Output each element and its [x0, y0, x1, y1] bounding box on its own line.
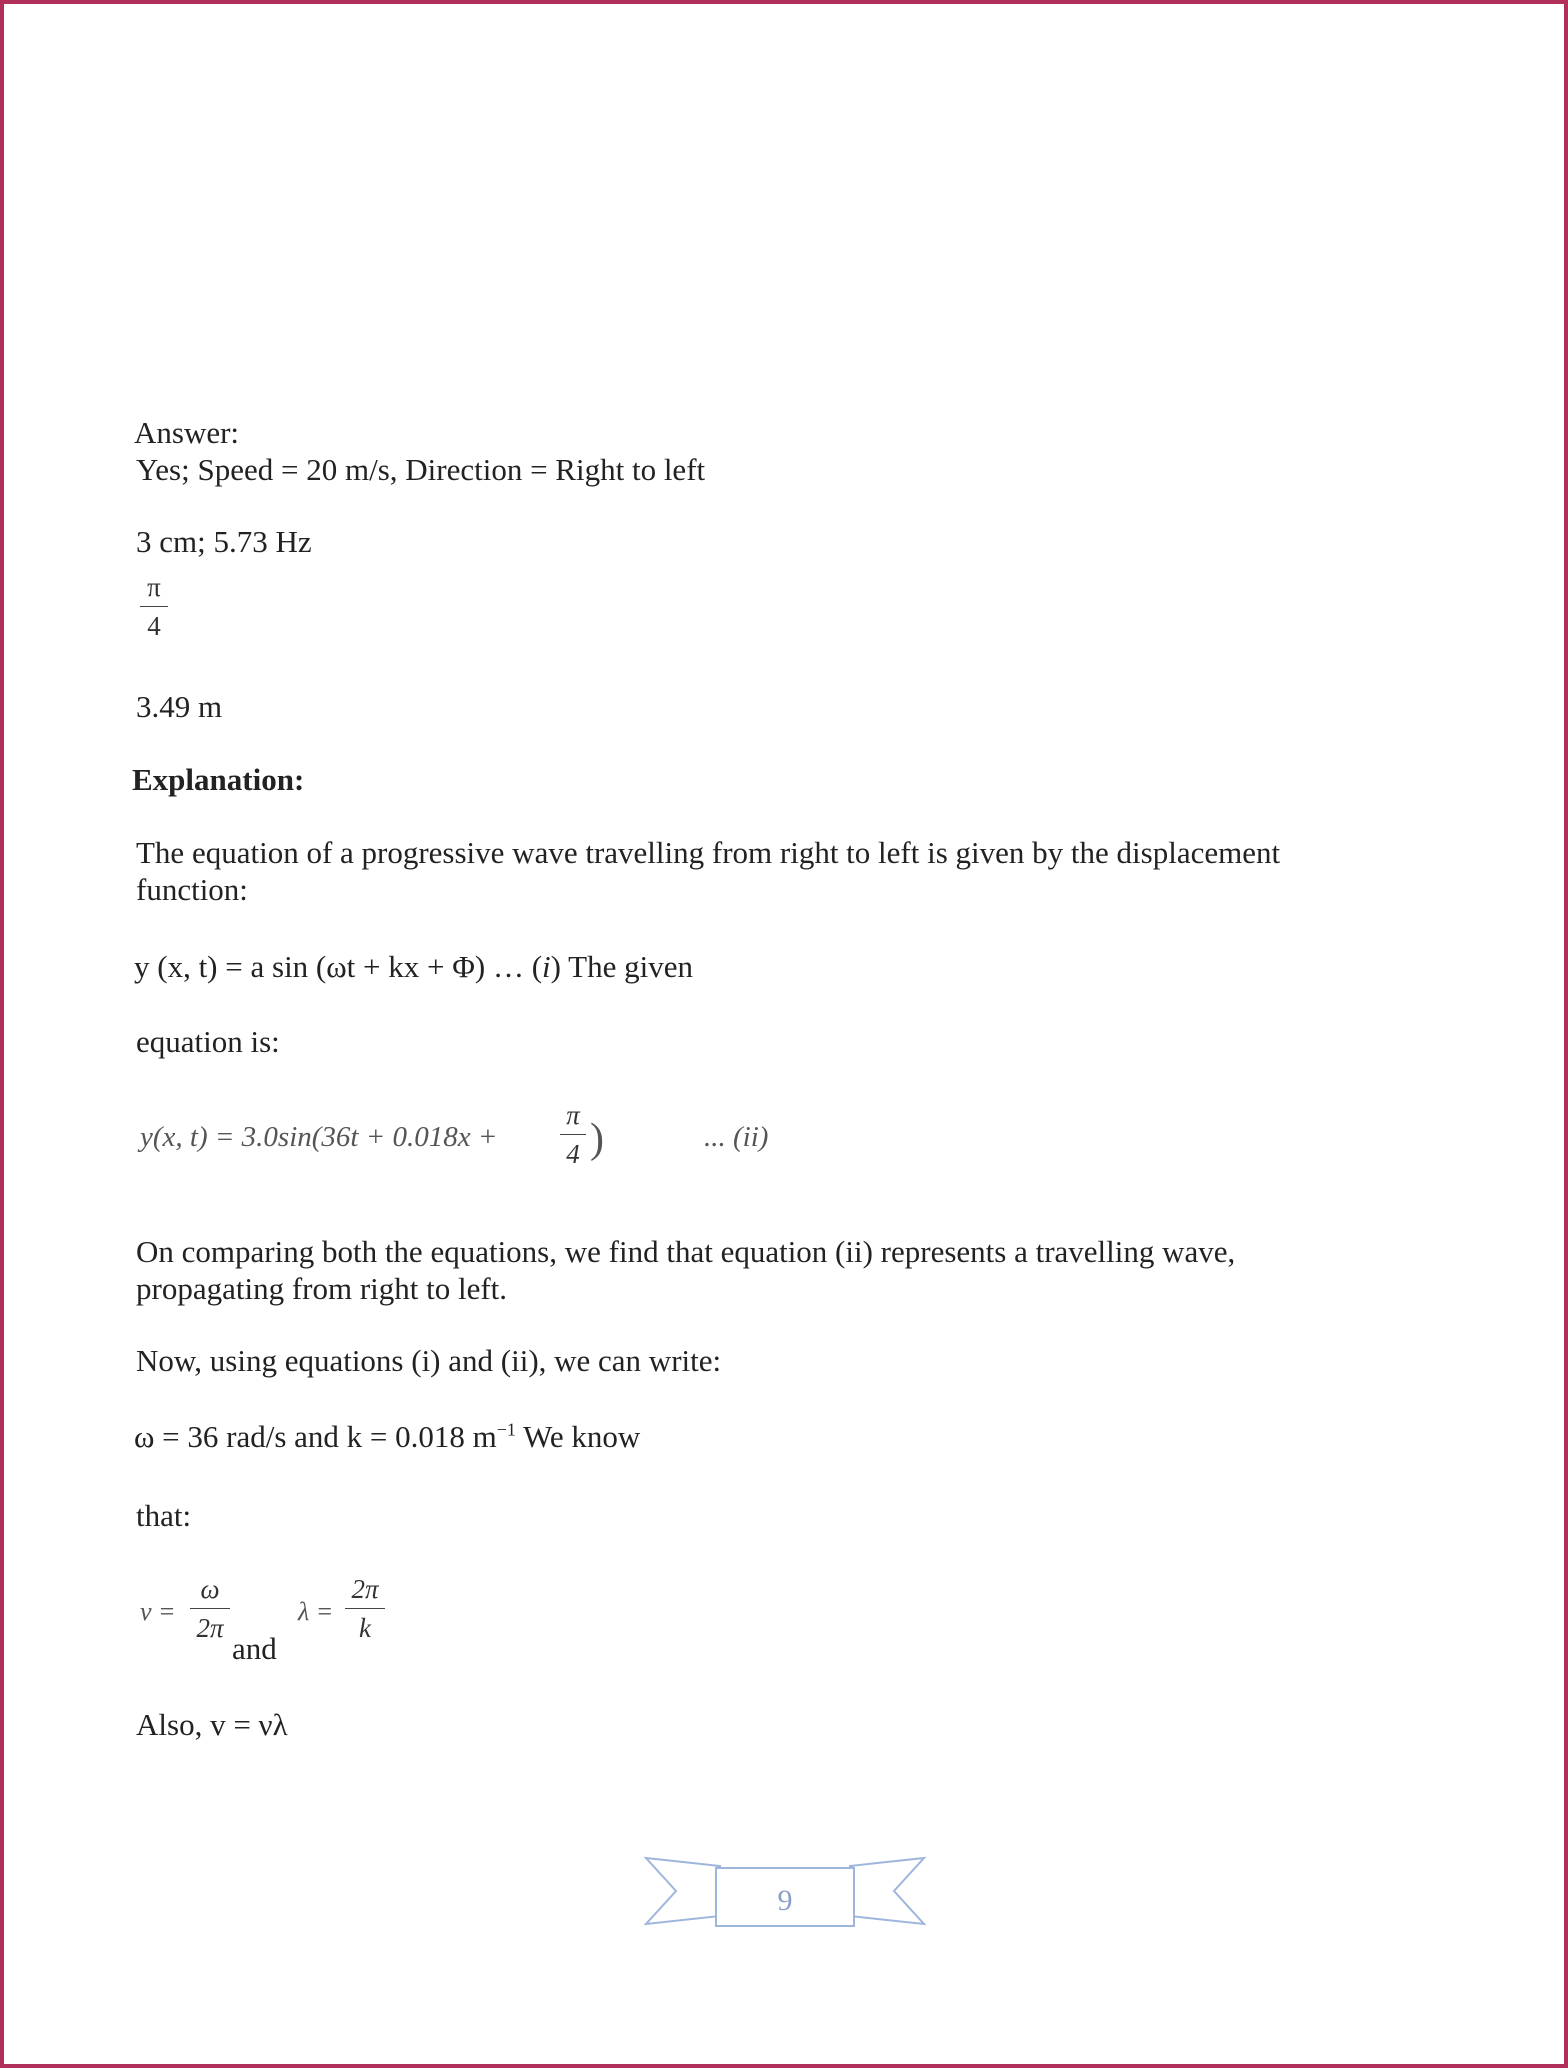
answer-heading: Answer: [134, 415, 240, 450]
ribbon-left-tail [646, 1858, 720, 1924]
explanation-para-3-cont: propagating from right to left. [136, 1271, 508, 1306]
explanation-para-7: Also, v = νλ [136, 1707, 288, 1742]
equation-i-body: y (x, t) = a sin (ωt + kx + Φ) … ( [134, 949, 543, 984]
equation-ii-fraction [560, 1098, 586, 1171]
explanation-para-3: On comparing both the equations, we find that equation (ii) represents a travelling wave, [136, 1234, 1236, 1269]
nu-fraction [190, 1572, 230, 1645]
fraction-denominator: 4 [147, 611, 161, 641]
equation-ii-tag: ... (ii) [704, 1121, 769, 1153]
fraction-bar [140, 606, 168, 607]
fraction-numerator: π [147, 572, 161, 602]
answer-line-2: 3 cm; 5.73 Hz [136, 524, 312, 559]
equation-i-tail: ) The given [550, 949, 694, 984]
explanation-para-1: The equation of a progressive wave travelling from right to left is given by the displacement [136, 835, 1281, 870]
page-number: 9 [777, 1884, 793, 1917]
ribbon-right-tail [850, 1858, 924, 1924]
lambda-fraction [345, 1572, 385, 1645]
fraction-bar [190, 1608, 230, 1609]
equation-i-tag: i [542, 949, 551, 984]
explanation-para-1-cont: function: [136, 872, 248, 907]
explanation-para-4: Now, using equations (i) and (ii), we can write: [136, 1343, 722, 1378]
equation-ii-close-paren: ) [590, 1116, 604, 1162]
lambda-lhs: λ = [298, 1597, 334, 1626]
fraction-denominator: k [359, 1613, 371, 1643]
fraction-bar [560, 1134, 586, 1135]
and-connector: and [232, 1631, 277, 1666]
fraction-numerator: ω [200, 1574, 220, 1604]
fraction-denominator: 2π [196, 1613, 224, 1643]
fraction-numerator: π [566, 1100, 580, 1130]
para-5-superscript: −1 [496, 1419, 516, 1440]
explanation-para-2: equation is: [136, 1024, 280, 1059]
answer-line-3: 3.49 m [136, 689, 223, 724]
answer-phase-fraction [140, 570, 168, 643]
equation-ii-main: y(x, t) = 3.0sin(36t + 0.018x + [140, 1121, 498, 1153]
nu-lhs: ν = [140, 1597, 176, 1626]
explanation-para-6: that: [136, 1498, 192, 1533]
explanation-heading: Explanation: [132, 762, 305, 797]
fraction-bar [345, 1608, 385, 1609]
fraction-numerator: 2π [351, 1574, 379, 1604]
explanation-para-5 [134, 1418, 640, 1456]
equation-i [134, 948, 693, 986]
fraction-denominator: 4 [566, 1139, 580, 1169]
para-5-tail: We know [515, 1419, 641, 1454]
answer-line-1: Yes; Speed = 20 m/s, Direction = Right to left [136, 452, 706, 487]
para-5-body: ω = 36 rad/s and k = 0.018 m [134, 1419, 497, 1454]
